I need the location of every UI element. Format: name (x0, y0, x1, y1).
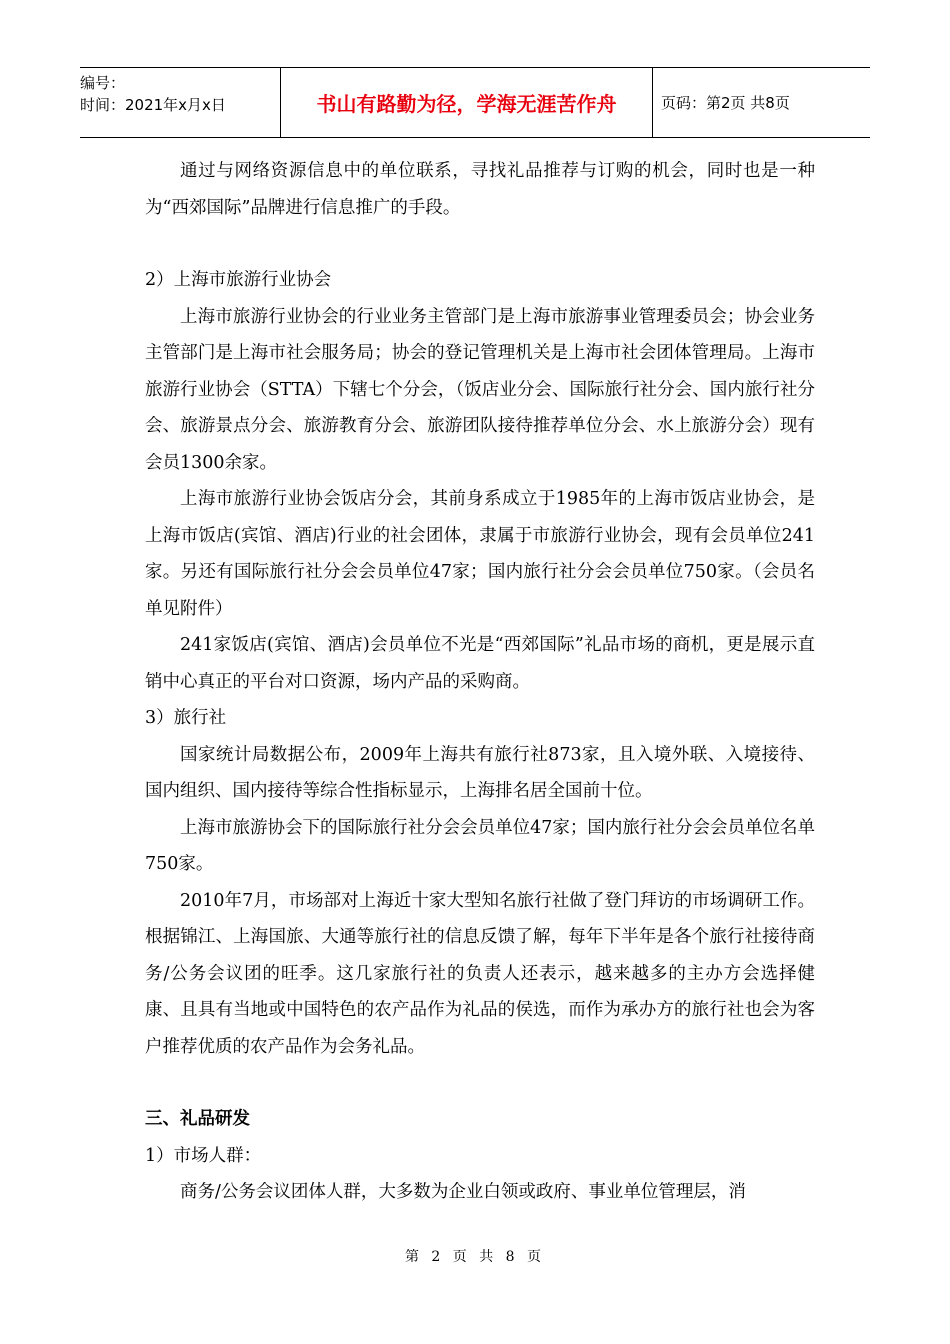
paragraph: 上海市旅游行业协会饭店分会，其前身系成立于1985年的上海市饭店业协会，是上海市饭店(宾馆、酒店)行业的社会团体，隶属于市旅游行业协会，现有会员单位241家。另还有国际旅行社分会会员单位47家；国内旅行社分会会员单位750家。（会员名单见附件） (145, 489, 815, 619)
document-header (80, 67, 870, 138)
header-meta (80, 68, 281, 137)
paragraph: 上海市旅游行业协会的行业业务主管部门是上海市旅游事业管理委员会；协会业务主管部门是上海市社会服务局；协会的登记管理机关是上海市社会团体管理局。上海市旅游行业协会（STTA）下辖七个分会，（饭店业分会、国际旅行社分会、国内旅行社分会、旅游景点分会、旅游教育分会、旅游团队接待推荐单位分会、水上旅游分会）现有会员1300余家。 (145, 306, 815, 473)
paragraph: 241家饭店(宾馆、酒店)会员单位不光是“西郊国际”礼品市场的商机，更是展示直销中心真正的平台对口资源，场内产品的采购商。 (145, 635, 815, 692)
header-motto: 书山有路勤为径，学海无涯苦作舟 (281, 68, 653, 137)
subheading: 2）上海市旅游行业协会 (145, 270, 332, 290)
paragraph: 通过与网络资源信息中的单位联系，寻找礼品推荐与订购的机会，同时也是一种为“西郊国际”品牌进行信息推广的手段。 (145, 161, 815, 218)
paragraph: 上海市旅游协会下的国际旅行社分会会员单位47家；国内旅行社分会会员单位名单750家。 (145, 817, 815, 874)
number-label: 编号： (80, 74, 126, 92)
footer-page-number: 第 2 页 共 8 页 (404, 1249, 546, 1265)
subheading: 3）旅行社 (145, 708, 227, 728)
date-label: 时间：2021年x月x日 (80, 96, 226, 114)
page-footer (0, 1246, 950, 1266)
section-heading: 三、礼品研发 (145, 1109, 250, 1129)
paragraph: 商务/公务会议团体人群，大多数为企业白领或政府、事业单位管理层，消 (180, 1182, 746, 1202)
subheading: 1）市场人群： (145, 1145, 262, 1166)
paragraph: 国家统计局数据公布，2009年上海共有旅行社873家，且入境外联、入境接待、国内组织、国内接待等综合性指标显示，上海排名居全国前十位。 (145, 744, 815, 801)
paragraph: 2010年7月，市场部对上海近十家大型知名旅行社做了登门拜访的市场调研工作。根据锦江、上海国旅、大通等旅行社的信息反馈了解，每年下半年是各个旅行社接待商务/公务会议团的旺季。这几家旅行社的负责人还表示，越来越多的主办方会选择健康、且具有当地或中国特色的农产品作为礼品的侯选，而作为承办方的旅行社也会为客户推荐优质的农产品作为会务礼品。 (145, 890, 815, 1057)
document-body (145, 153, 815, 1211)
header-page-info: 页码：第2页 共8页 (661, 94, 790, 112)
